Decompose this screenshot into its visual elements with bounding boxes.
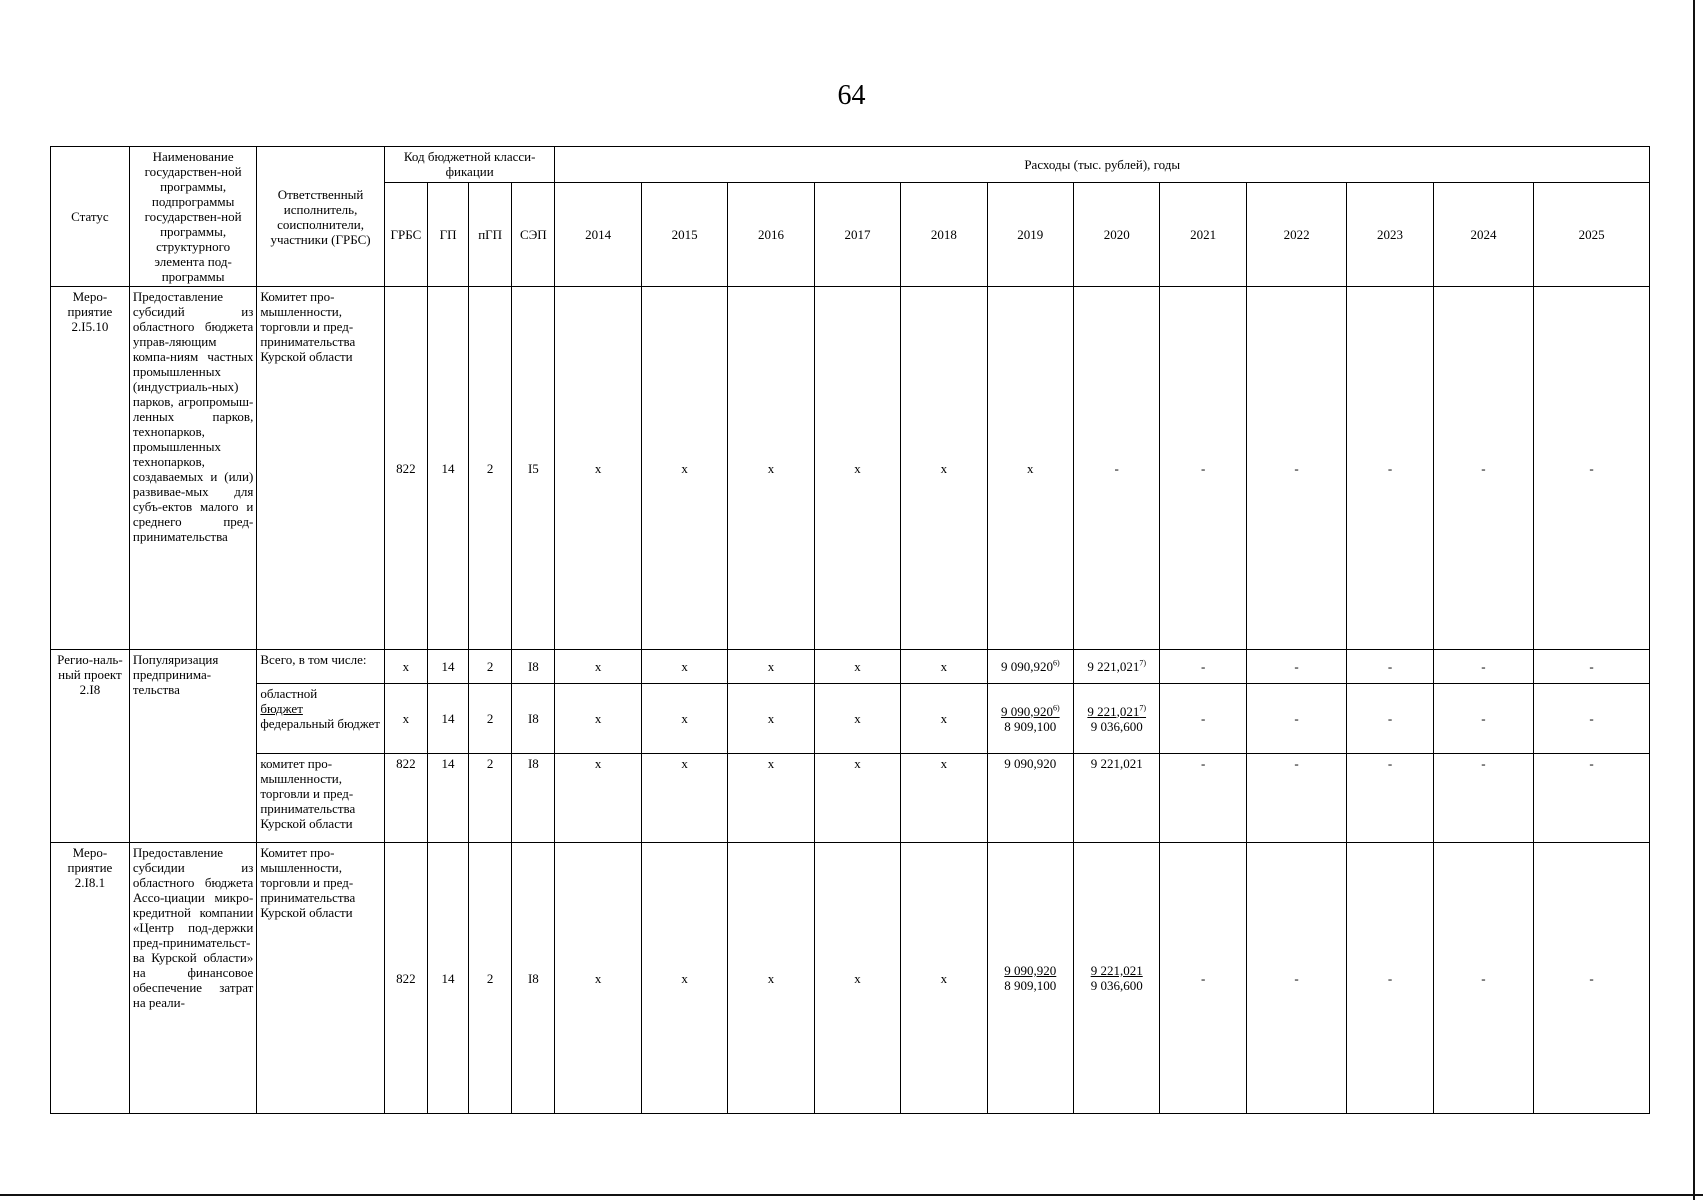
value-cell: x [641, 684, 727, 754]
header-year: 2017 [814, 182, 900, 287]
header-year: 2015 [641, 182, 727, 287]
code-cell: І5 [512, 287, 555, 650]
name-cell: Предоставление субсидии из областного бюджета Ассо-циации микро-кредитной компании «Центр под-держки пред-принимательст-ва Курской области» на финансовое обеспечение затрат на реали- [129, 843, 256, 1114]
value-cell: - [1160, 650, 1246, 684]
value-cell: x [555, 754, 641, 843]
value-cell: x [555, 843, 641, 1114]
value-cell: x [728, 754, 814, 843]
table-row [51, 684, 1650, 754]
code-cell: 822 [384, 843, 427, 1114]
value-cell: - [1074, 287, 1160, 650]
value-cell: x [728, 684, 814, 754]
value-cell [1074, 684, 1160, 754]
code-cell: 2 [469, 650, 512, 684]
header-name: Наименование государствен-ной программы, подпрограммы государствен-ной программы, структурного элемента под-программы [129, 147, 256, 287]
code-cell: 2 [469, 684, 512, 754]
header-row [51, 147, 1650, 183]
responsible-cell: комитет про-мышленности, торговли и пред-принимательства Курской области [257, 754, 384, 843]
table-row [51, 650, 1650, 684]
value-number: 9 090,920 [1000, 703, 1053, 719]
name-cell: Популяризация предпринима-тельства [129, 650, 256, 843]
header-status: Статус [51, 147, 130, 287]
header-code: СЭП [512, 182, 555, 287]
value-cell: - [1433, 843, 1533, 1114]
value-cell [987, 843, 1073, 1114]
value-cell: x [555, 287, 641, 650]
value-cell: - [1433, 287, 1533, 650]
value-cell: x [555, 650, 641, 684]
code-cell: 14 [428, 684, 469, 754]
code-cell: 2 [469, 843, 512, 1114]
code-cell: І8 [512, 650, 555, 684]
status-cell: Меро-приятие 2.І8.1 [51, 843, 130, 1114]
value-cell: - [1534, 650, 1650, 684]
value-cell: x [728, 650, 814, 684]
value-cell: x [641, 843, 727, 1114]
footnote-mark: 6) [1052, 703, 1060, 713]
code-cell: І8 [512, 684, 555, 754]
budget-table [50, 146, 1650, 1114]
value-cell: x [901, 754, 987, 843]
header-year: 2019 [987, 182, 1073, 287]
budget-label: бюджет [260, 701, 303, 716]
value-cell: x [814, 684, 900, 754]
code-cell: 822 [384, 754, 427, 843]
header-code: пГП [469, 182, 512, 287]
page-number: 64 [837, 80, 866, 111]
value-cell: x [814, 843, 900, 1114]
value-cell: - [1433, 650, 1533, 684]
code-cell: 14 [428, 287, 469, 650]
value-regional: 9 221,021 [1090, 963, 1143, 978]
value-federal: 9 036,600 [1090, 718, 1143, 734]
value-federal: 8 909,100 [1004, 718, 1057, 734]
header-expenses-group: Расходы (тыс. рублей), годы [555, 147, 1650, 183]
value-cell: x [641, 287, 727, 650]
value-regional: 9 090,920 [1004, 963, 1057, 978]
responsible-cell: Комитет про-мышленности, торговли и пред-принимательства Курской области [257, 287, 384, 650]
header-year: 2023 [1347, 182, 1433, 287]
value-cell: - [1347, 843, 1433, 1114]
value-cell: - [1534, 287, 1650, 650]
responsible-cell: Всего, в том числе: [257, 650, 384, 684]
footnote-mark: 6) [1052, 658, 1060, 668]
value-cell [987, 684, 1073, 754]
header-code-group: Код бюджетной класси-фикации [384, 147, 555, 183]
value-cell: x [814, 287, 900, 650]
value-cell: - [1534, 843, 1650, 1114]
code-cell: 822 [384, 287, 427, 650]
code-cell: 2 [469, 754, 512, 843]
value-cell [1074, 650, 1160, 684]
scan-border [0, 1194, 1703, 1196]
budget-label: федеральный бюджет [260, 716, 380, 731]
value-cell: x [728, 843, 814, 1114]
value-regional [991, 704, 1070, 719]
value-cell: - [1347, 754, 1433, 843]
responsible-cell: Комитет про-мышленности, торговли и пред-принимательства Курской области [257, 843, 384, 1114]
value-cell: - [1534, 684, 1650, 754]
status-cell: Меро-приятие 2.І5.10 [51, 287, 130, 650]
value-regional [1077, 704, 1156, 719]
code-cell: І8 [512, 754, 555, 843]
value-cell [1074, 843, 1160, 1114]
code-cell: І8 [512, 843, 555, 1114]
value-cell: x [641, 650, 727, 684]
header-year: 2018 [901, 182, 987, 287]
value-cell: - [1246, 843, 1346, 1114]
value-cell: 9 090,920 [987, 754, 1073, 843]
header-year: 2020 [1074, 182, 1160, 287]
value-cell: x [641, 754, 727, 843]
code-cell: 14 [428, 843, 469, 1114]
value-number: 9 221,021 [1087, 703, 1140, 719]
value-cell: x [555, 684, 641, 754]
value-2020: 9 221,021 [1087, 659, 1140, 674]
value-cell: - [1347, 650, 1433, 684]
value-cell: x [901, 843, 987, 1114]
value-cell: x [901, 287, 987, 650]
value-cell: - [1160, 684, 1246, 754]
responsible-cell [257, 684, 384, 754]
scan-border [1693, 0, 1695, 1200]
table-row [51, 754, 1650, 843]
header-year: 2021 [1160, 182, 1246, 287]
value-cell: x [814, 754, 900, 843]
value-cell: x [901, 684, 987, 754]
header-year: 2016 [728, 182, 814, 287]
header-year: 2024 [1433, 182, 1533, 287]
value-cell [987, 650, 1073, 684]
code-cell: 14 [428, 650, 469, 684]
value-cell: - [1433, 754, 1533, 843]
footnote-mark: 7) [1139, 658, 1147, 668]
budget-label: областной [260, 686, 318, 701]
table-row [51, 843, 1650, 1114]
value-cell: - [1347, 287, 1433, 650]
value-2019: 9 090,920 [1000, 659, 1053, 674]
code-cell: 14 [428, 754, 469, 843]
value-federal: 8 909,100 [1004, 978, 1057, 993]
value-cell: - [1246, 650, 1346, 684]
table-row [51, 287, 1650, 650]
code-cell: x [384, 684, 427, 754]
header-year: 2025 [1534, 182, 1650, 287]
header-code: ГРБС [384, 182, 427, 287]
value-cell: 9 221,021 [1074, 754, 1160, 843]
value-cell: x [901, 650, 987, 684]
header-year: 2022 [1246, 182, 1346, 287]
value-cell: - [1246, 684, 1346, 754]
header-year: 2014 [555, 182, 641, 287]
value-cell: x [987, 287, 1073, 650]
value-federal: 9 036,600 [1090, 978, 1143, 993]
status-cell: Регио-наль-ный проект 2.І8 [51, 650, 130, 843]
value-cell: - [1433, 684, 1533, 754]
value-cell: - [1246, 287, 1346, 650]
value-cell: - [1246, 754, 1346, 843]
name-cell: Предоставление субсидий из областного бюджета управ-ляющим компа-ниям частных промышленных (индустриаль-ных) парков, агропромыш-ленных парков, технопарков, промышленных технопарков, создаваемых и (или) развивае-мых для субъ-ектов малого и среднего пред-принимательства [129, 287, 256, 650]
header-responsible: Ответственный исполнитель, соисполнители, участники (ГРБС) [257, 147, 384, 287]
footnote-mark: 7) [1139, 703, 1147, 713]
code-cell: 2 [469, 287, 512, 650]
value-cell: x [728, 287, 814, 650]
value-cell: - [1160, 754, 1246, 843]
value-cell: - [1160, 843, 1246, 1114]
header-code: ГП [428, 182, 469, 287]
value-cell: x [814, 650, 900, 684]
code-cell: x [384, 650, 427, 684]
value-cell: - [1160, 287, 1246, 650]
value-cell: - [1534, 754, 1650, 843]
value-cell: - [1347, 684, 1433, 754]
